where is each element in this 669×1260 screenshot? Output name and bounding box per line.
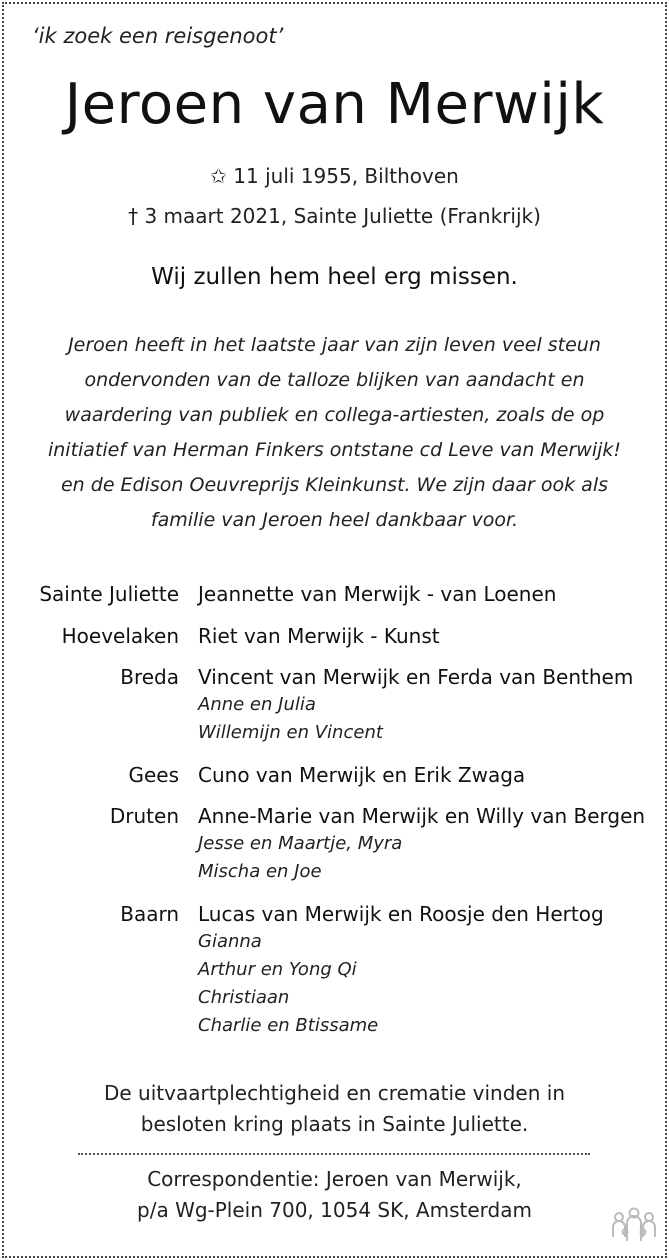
family-members: Anne-Marie van Merwijk en Willy van Bergen <box>198 804 646 828</box>
tribute-paragraph <box>20 328 649 538</box>
paragraph-line: Jeroen heeft in het laatste jaar van zijn leven veel steun <box>68 334 601 356</box>
family-children: Anne en Julia <box>198 694 316 715</box>
family-children: Jesse en Maartje, Myra <box>198 833 403 854</box>
family-place: Baarn <box>120 902 179 926</box>
funeral-notice <box>0 1078 669 1140</box>
paragraph-line: en de Edison Oeuvreprijs Kleinkunst. We zijn daar ook als <box>60 474 608 496</box>
paragraph-line: waardering van publiek en collega-artiesten, zoals de op <box>64 404 605 426</box>
family-place: Sainte Juliette <box>39 582 179 606</box>
funeral-line: De uitvaartplechtigheid en crematie vinden in <box>103 1081 565 1105</box>
birth-date: ✩ 11 juli 1955, Bilthoven <box>210 164 459 188</box>
correspondence-address <box>0 1164 669 1226</box>
family-children: Willemijn en Vincent <box>198 722 383 743</box>
family-place: Hoevelaken <box>61 624 179 648</box>
correspondence-line: Correspondentie: Jeroen van Merwijk, <box>147 1167 522 1191</box>
people-group-icon <box>610 1205 658 1249</box>
family-children: Gianna <box>198 931 262 952</box>
family-members: Jeannette van Merwijk - van Loenen <box>198 582 557 606</box>
family-children: Arthur en Yong Qi <box>198 959 357 980</box>
paragraph-line: familie van Jeroen heel dankbaar voor. <box>150 509 519 531</box>
family-place: Breda <box>120 665 179 689</box>
dotted-divider <box>78 1153 590 1155</box>
family-children: Christiaan <box>198 987 290 1008</box>
family-members: Riet van Merwijk - Kunst <box>198 624 440 648</box>
family-children: Charlie en Btissame <box>198 1015 379 1036</box>
paragraph-line: ondervonden van de talloze blijken van aandacht en <box>84 369 585 391</box>
miss-line: Wij zullen hem heel erg missen. <box>151 264 518 290</box>
funeral-line: besloten kring plaats in Sainte Juliette. <box>140 1112 529 1136</box>
family-members: Cuno van Merwijk en Erik Zwaga <box>198 763 526 787</box>
family-members: Vincent van Merwijk en Ferda van Benthem <box>198 665 634 689</box>
paragraph-line: initiatief van Herman Finkers ontstane cd Leve van Merwijk! <box>47 439 622 461</box>
correspondence-line: p/a Wg-Plein 700, 1054 SK, Amsterdam <box>137 1198 532 1222</box>
opening-quote: ‘ik zoek een reisgenoot’ <box>32 24 284 48</box>
family-members: Lucas van Merwijk en Roosje den Hertog <box>198 902 604 926</box>
death-date: † 3 maart 2021, Sainte Juliette (Frankrijk) <box>128 204 541 228</box>
family-place: Druten <box>109 804 179 828</box>
deceased-name: Jeroen van Merwijk <box>64 72 605 137</box>
family-children: Mischa en Joe <box>198 861 322 882</box>
family-place: Gees <box>128 763 179 787</box>
